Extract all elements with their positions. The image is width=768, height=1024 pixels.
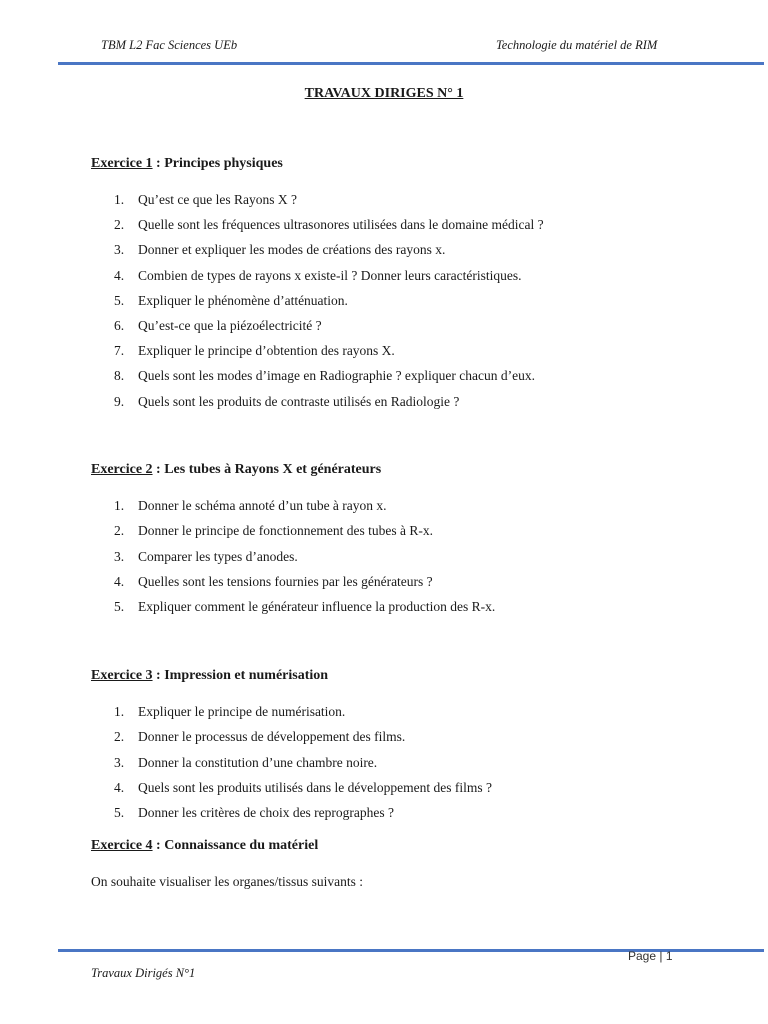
exercise-label: Exercice 1: [91, 156, 153, 171]
exercise-label: Exercice 4: [91, 838, 153, 853]
list-item: 1. Expliquer le principe de numérisation.: [114, 704, 346, 719]
list-item: 1. Donner le schéma annoté d’un tube à rayon x.: [114, 498, 387, 513]
list-item: 5. Expliquer le phénomène d’atténuation.: [114, 292, 348, 308]
exercise-title: Impression et numérisation: [164, 668, 329, 683]
list-item: 3. Donner la constitution d’une chambre noire.: [114, 754, 378, 770]
header-right: Technologie du matériel de RIM: [496, 38, 658, 52]
header-left: TBM L2 Fac Sciences UEb: [101, 38, 238, 52]
exercise-4-text: On souhaite visualiser les organes/tissus suivants :: [91, 874, 363, 889]
list-item: 2. Donner le principe de fonctionnement des tubes à R-x.: [114, 523, 434, 539]
list-item: 2. Quelle sont les fréquences ultrasonores utilisées dans le domaine médical ?: [114, 217, 544, 233]
exercise-2-list: [91, 497, 731, 623]
list-item: 5. Donner les critères de choix des reprographes ?: [114, 805, 395, 821]
list-item: 2. Donner le processus de développement des films.: [114, 729, 406, 745]
list-item: 3. Comparer les types d’anodes.: [114, 548, 298, 564]
exercise-title: Connaissance du matériel: [164, 838, 319, 853]
exercise-separator: :: [152, 462, 165, 477]
exercise-1-heading: [91, 156, 283, 172]
exercise-separator: :: [152, 156, 165, 171]
list-item: 7. Expliquer le principe d’obtention des rayons X.: [114, 343, 395, 359]
exercise-3-heading: [91, 668, 328, 684]
header-rule: [58, 62, 764, 65]
exercise-label: Exercice 3: [91, 668, 153, 683]
list-item: 6. Qu’est-ce que la piézoélectricité ?: [114, 317, 322, 333]
list-item: 3. Donner et expliquer les modes de créations des rayons x.: [114, 242, 446, 258]
exercise-title: Les tubes à Rayons X et générateurs: [164, 462, 382, 477]
list-item: 4. Combien de types de rayons x existe-il ? Donner leurs caractéristiques.: [114, 267, 522, 283]
exercise-label: Exercice 2: [91, 462, 153, 477]
footer-text: Travaux Dirigés N°1: [91, 966, 196, 980]
exercise-title: Principes physiques: [164, 156, 283, 171]
exercise-2-heading: [91, 462, 381, 478]
list-item: 5. Expliquer comment le générateur influence la production des R-x.: [114, 599, 496, 615]
exercise-4-heading: [91, 838, 318, 854]
page-label: Page: [628, 949, 657, 963]
list-item: 9. Quels sont les produits de contraste utilisés en Radiologie ?: [114, 393, 460, 409]
list-item: 1. Qu’est ce que les Rayons X ?: [114, 192, 297, 207]
exercise-separator: :: [152, 838, 165, 853]
list-item: 4. Quelles sont les tensions fournies par les générateurs ?: [114, 573, 433, 589]
exercise-1-list: [91, 191, 731, 418]
page-separator: |: [659, 949, 663, 963]
exercise-separator: :: [152, 668, 165, 683]
list-item: 4. Quels sont les produits utilisés dans le développement des films ?: [114, 779, 492, 795]
page-title: TRAVAUX DIRIGES N° 1: [304, 86, 464, 101]
page-number: [628, 949, 673, 963]
page-value: 1: [665, 949, 673, 963]
exercise-3-list: [91, 703, 731, 829]
list-item: 8. Quels sont les modes d’image en Radiographie ? expliquer chacun d’eux.: [114, 368, 536, 384]
